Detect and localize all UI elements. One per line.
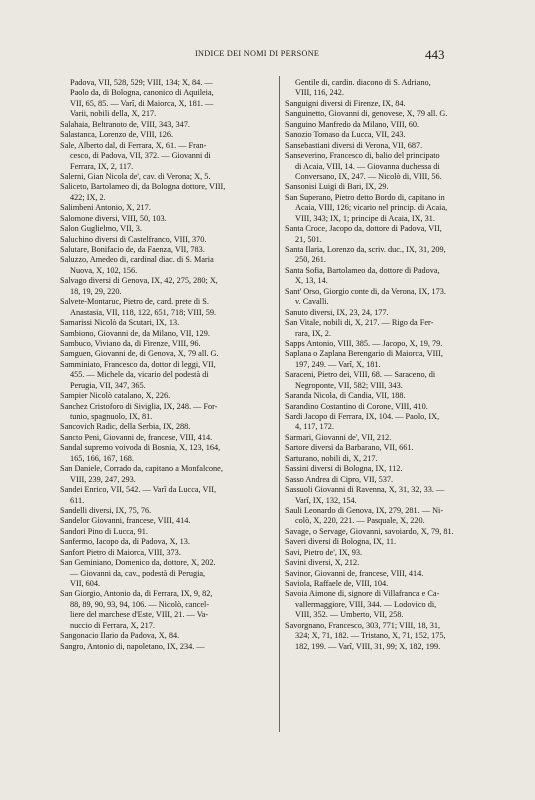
index-entry-line: Savi, Pietro de', IX, 93.: [285, 547, 363, 557]
index-entry-line: Salahaia, Beltranoto de, VIII, 343, 347.: [60, 119, 190, 129]
index-entry-line: Sant' Orso, Giorgio conte di, da Verona, IX, 173.: [285, 286, 446, 296]
index-entry-line: Santa Croce, Jacopo da, dottore di Padova, VII,: [285, 224, 442, 234]
index-entry-line: tunio, spagnuolo, IX, 81.: [70, 412, 153, 421]
index-entry-line: di Acaia, VIII, 14. — Giovanna duchessa di: [295, 161, 440, 171]
index-entry-line: Gentile di, cardin. diacono di S. Adriano,: [295, 78, 431, 87]
index-entry-line: VIII, 352. — Umberto, VII, 258.: [295, 610, 404, 620]
index-entry-line: colò, X, 220, 221. — Pasquale, X, 220.: [295, 516, 425, 526]
index-entry-line: Sanozio Tomaso da Lucca, VII, 243.: [285, 130, 406, 140]
index-entry-line: Acaia, VIII, 126; vicario nel princip. di Acaia,: [295, 203, 448, 213]
index-entry-line: Sambuco, Viviano da, di Firenze, VIII, 96.: [60, 338, 201, 348]
index-entry-line: Samguen, Giovanni de, di Genova, X, 79 all. G.: [60, 349, 219, 359]
index-entry-line: Saranda Nicola, di Candia, VII, 188.: [285, 391, 406, 401]
index-entry-line: Salutare, Bonifacio de, da Faenza, VII, 783.: [60, 245, 205, 254]
index-entry-line: VIII, 116, 242.: [295, 88, 344, 98]
index-entry-line: Salon Guglielmo, VII, 3.: [60, 224, 142, 234]
index-entry-line: Sartore diversi da Barbarano, VII, 661.: [285, 443, 414, 453]
index-entry-line: Saplana o Zaplana Berengario di Maiorca, VIII,: [285, 349, 443, 359]
index-entry-line: Saluchino diversi di Castelfranco, VIII, 370.: [60, 234, 207, 244]
index-entry-line: Sanfort Pietro di Maiorca, VIII, 373.: [60, 547, 181, 557]
index-entry-line: Sancto Peni, Giovanni de, francese, VIII, 414.: [60, 432, 213, 442]
index-entry-line: Savini diversi, X, 212.: [285, 558, 360, 568]
index-entry-line: Samminiato, Francesco da, dottor di leggi, VII,: [60, 359, 216, 369]
index-entry-line: Sampier Nicolò catalano, X, 226.: [60, 391, 171, 401]
index-entry-line: Salerni, Gian Nicola de', cav. di Verona; X, 5.: [60, 171, 211, 181]
index-entry-line: Varî, IX, 132, 154.: [295, 495, 357, 505]
index-entry-line: Sauli Leonardo di Genova, IX, 279, 281. — Ni-: [285, 505, 444, 515]
index-entry-line: Salvete-Montaruc, Pietro de, card. prete di S.: [60, 297, 209, 307]
index-entry-line: 324; X, 71, 182. — Tristano, X, 71, 152, 175,: [295, 631, 446, 641]
index-entry-line: Saliceto, Bartolameo di, da Bologna dottore, VIII,: [60, 182, 226, 192]
index-entry-line: Sassini diversi di Bologna, IX, 112.: [285, 464, 403, 474]
index-entry-line: Saveri diversi di Bologna, IX, 11.: [285, 537, 397, 547]
index-entry-line: Santa Sofia, Bartolameo da, dottore di Padova,: [285, 265, 440, 275]
index-entry-line: Sambiono, Giovanni de, da Milano, VII, 129.: [60, 328, 210, 338]
index-entry-line: San Geminiano, Domenico da, dottore, X, 202.: [60, 558, 216, 568]
index-entry-line: 611.: [70, 495, 85, 505]
index-entry-line: Sanfermo, Iacopo da, di Padova, X, 13.: [60, 537, 190, 547]
index-entry-line: Sandelor Giovanni, francese, VIII, 414.: [60, 516, 191, 526]
index-entry-line: Salvago diversi di Genova, IX, 42, 275, 280; X,: [60, 276, 218, 286]
index-entry-line: Padova, VII, 528, 529; VIII, 134; X, 84. —: [70, 78, 213, 87]
index-entry-line: 250, 261.: [295, 255, 326, 265]
index-entry-line: VIII, 343; IX, 1; principe di Acaia, IX, 31.: [295, 213, 435, 223]
index-entry-line: Negroponte, VII, 582; VIII, 343.: [295, 380, 403, 390]
index-entry-line: San Vitale, nobili di, X, 217. — Rigo da Fer-: [285, 318, 434, 328]
index-entry-line: Sanuto diversi, IX, 23, 24, 177.: [285, 307, 389, 317]
index-entry-line: Paolo da, di Bologna, canonico di Aquileia,: [70, 88, 214, 98]
index-entry-line: 4, 117, 172.: [295, 422, 334, 432]
index-entry-line: Sancovich Radic, della Serbia, IX, 288.: [60, 422, 191, 432]
index-entry-line: Sasso Andrea di Cipro, VII, 537.: [285, 474, 394, 484]
page-number: 443: [425, 47, 445, 62]
index-entry-line: Sandei Enrico, VII, 542. — Varî da Lucca, VII,: [60, 485, 217, 495]
index-entry-line: Sarmari, Giovanni de', VII, 212.: [285, 432, 392, 442]
index-entry-line: 165, 166, 167, 168.: [70, 453, 134, 463]
index-entry-line: Varii, nobili della, X, 217.: [70, 109, 157, 119]
index-entry-line: v. Cavalli.: [295, 297, 329, 307]
index-entry-line: 455. — Michele da, vicario del podestà di: [70, 370, 209, 380]
index-entry-line: San Giorgio, Antonio da, di Ferrara, IX, 9, 82,: [60, 589, 213, 599]
index-entry-line: Saluzzo, Amedeo di, cardinal diac. di S. Maria: [60, 255, 214, 265]
index-entry-line: Savoia Aimone di, signore di Villafranca e Ca-: [285, 589, 440, 599]
index-entry-line: Nuova, X, 102, 156.: [70, 265, 138, 275]
index-entry-line: 182, 199. — Varî, VIII, 31, 99; X, 182, 199.: [295, 641, 441, 651]
index-entry-line: VIII, 239, 247, 293.: [70, 474, 136, 484]
index-entry-line: Salimbeni Antonio, X, 217.: [60, 203, 151, 213]
index-entry-line: Sale, Alberto dal, di Ferrara, X, 61. — Fran-: [60, 140, 207, 150]
index-entry-line: Conversano, IX, 247. — Nicolò di, VIII, 56.: [295, 171, 442, 181]
index-entry-line: Savinor, Giovanni de, francese, VIII, 414.: [285, 568, 424, 578]
index-entry-line: Savorgnano, Francesco, 303, 771; VIII, 18, 31,: [285, 620, 441, 630]
index-entry-line: — Giovanni da, cav., podestà di Perugia,: [70, 568, 206, 578]
index-entry-line: Sanguino Manfredo da Milano, VIII, 60.: [285, 119, 420, 129]
index-entry-line: Saraceni, Pietro dei, VIII, 68. — Saraceno, di: [285, 370, 436, 380]
index-entry-line: VII, 65, 85. — Varî, di Maiorca, X, 181. —: [70, 98, 214, 108]
index-column-left: [60, 78, 274, 652]
index-entry-line: Sandori Pino di Lucca, 91.: [60, 526, 148, 536]
index-entry-line: X, 13, 14.: [295, 276, 328, 286]
index-entry-line: Ferrara, IX, 2, 117.: [70, 161, 134, 171]
index-entry-line: Sandelli diversi, IX, 75, 76.: [60, 505, 152, 515]
index-entry-line: nuccio di Ferrara, X, 217.: [70, 620, 155, 630]
index-entry-line: Santa Ilaria, Lorenzo da, scriv. duc., IX, 31, 209,: [285, 245, 446, 254]
index-entry-line: 422; IX, 2.: [70, 192, 106, 202]
index-entry-line: San Daniele, Corrado da, capitano a Monfalcone,: [60, 464, 223, 474]
index-entry-line: VII, 604.: [70, 579, 101, 588]
index-column-right: [285, 78, 499, 652]
index-entry-line: 197, 249. — Varî, X, 181.: [295, 359, 381, 369]
index-entry-line: Sansebastiani diversi di Verona, VII, 687.: [285, 140, 423, 150]
index-entry-line: Anastasia, VII, 118, 122, 651, 718; VIII, 59.: [70, 307, 217, 317]
index-entry-line: Saviola, Raffaele de, VIII, 104.: [285, 579, 389, 588]
running-header: [0, 49, 535, 63]
index-entry-line: Sardi Jacopo di Ferrara, IX, 104. — Paolo, IX,: [285, 412, 440, 421]
index-entry-line: Samarissi Nicolò da Scutari, IX, 13.: [60, 318, 180, 328]
index-entry-line: Savage, o Servage, Giovanni, savoiardo, X, 79, 81.: [285, 526, 454, 536]
index-entry-line: Sandal supremo voivoda di Bosnia, X, 123, 164,: [60, 443, 221, 453]
index-entry-line: Sansonisi Luigi di Bari, IX, 29.: [285, 182, 389, 192]
index-entry-line: Sarandino Costantino di Corone, VIII, 410.: [285, 401, 428, 411]
index-entry-line: Salomone diversi, VIII, 50, 103.: [60, 213, 167, 223]
index-entry-line: Sanguigni diversi di Firenze, IX, 84.: [285, 98, 406, 108]
index-entry-line: 88, 89, 90, 93, 94, 106. — Nicolò, cancel-: [70, 599, 210, 609]
index-entry-line: Sanguinetto, Giovanni di, genovese, X, 79 all. G.: [285, 109, 448, 119]
column-divider: [279, 76, 280, 732]
index-entry-line: Sangonacio Ilario da Padova, X, 84.: [60, 631, 180, 641]
index-entry-line: Sarturano, nobili di, X, 217.: [285, 453, 378, 463]
index-entry-line: liere del marchese d'Este, VIII, 21. — Va-: [70, 610, 209, 620]
header-title: INDICE DEI NOMI DI PERSONE: [195, 49, 320, 58]
index-entry-line: San Superano, Pietro detto Bordo di, capitano in: [285, 192, 445, 202]
index-entry-line: Sanseverino, Francesco di, balio del principato: [285, 151, 440, 161]
index-entry-line: 21, 501.: [295, 234, 322, 244]
index-entry-line: Sapps Antonio, VIII, 385. — Jacopo, X, 19, 79.: [285, 338, 443, 348]
index-entry-line: cesco, di Padova, VII, 372. — Giovanni di: [70, 151, 211, 161]
index-entry-line: rara, IX, 2.: [295, 328, 331, 338]
index-entry-line: Perugia, VII, 347, 365.: [70, 380, 146, 390]
index-entry-line: vallermaggiore, VIII, 344. — Lodovico di,: [295, 599, 437, 609]
index-entry-line: Sanchez Cristoforo di Siviglia, IX, 248. — For-: [60, 401, 218, 411]
index-entry-line: Salastanca, Lorenzo de, VIII, 126.: [60, 130, 174, 140]
index-entry-line: Sangro, Antonio di, napoletano, IX, 234. —: [60, 641, 205, 651]
index-entry-line: Sassuoli Giovanni di Ravenna, X, 31, 32, 33. —: [285, 485, 445, 495]
index-entry-line: 18, 19, 29, 220.: [70, 286, 122, 296]
